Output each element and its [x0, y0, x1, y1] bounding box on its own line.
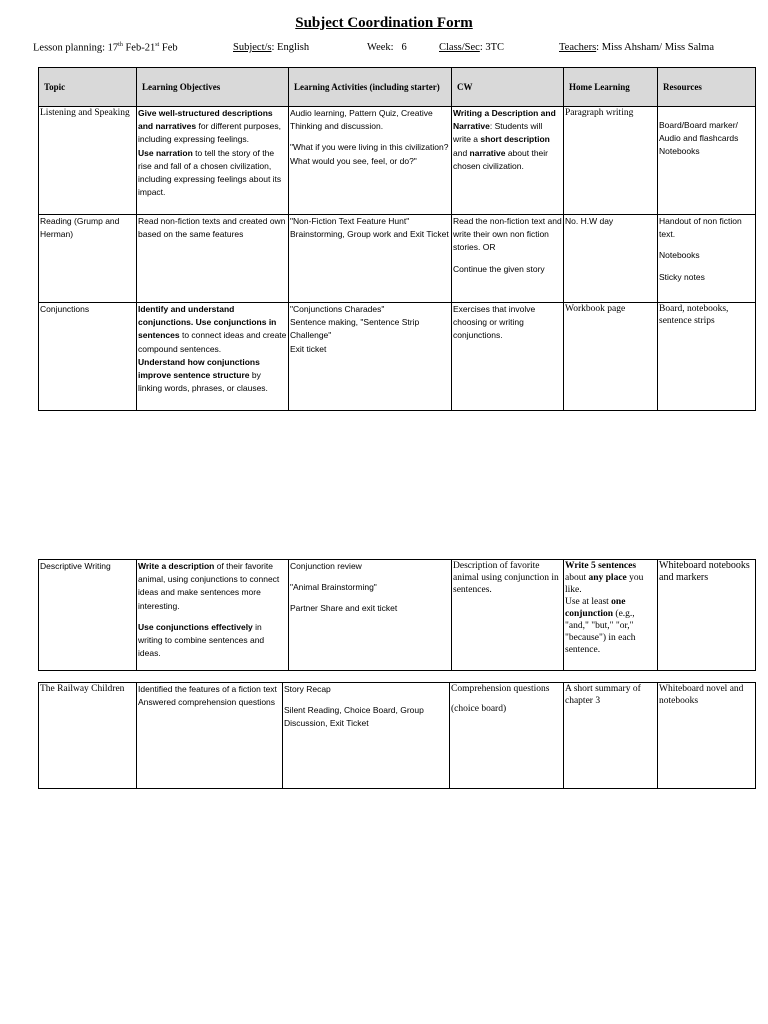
- column-header-home-learning: Home Learning: [564, 68, 658, 107]
- cell-activities: Audio learning, Pattern Quiz, Creative Thinking and discussion. "What if you were living in this civilization? What would you see, feel, or do?": [289, 107, 452, 215]
- cell-resources: Whiteboard notebooks and markers: [658, 560, 756, 671]
- cell-topic: The Railway Children: [39, 683, 137, 789]
- table-header-row: [39, 68, 756, 107]
- cell-topic: Listening and Speaking: [39, 107, 137, 215]
- cell-resources: Board, notebooks, sentence strips: [658, 303, 756, 411]
- cell-activities: "Conjunctions Charades" Sentence making, "Sentence Strip Challenge" Exit ticket: [289, 303, 452, 411]
- week-field: Week: 6: [367, 42, 407, 53]
- table-row: [39, 560, 756, 671]
- table-row: [39, 107, 756, 215]
- cell-home-learning: Workbook page: [564, 303, 658, 411]
- cell-home-learning: Write 5 sentences about any place you like. Use at least one conjunction (e.g., "and," "but," "or," "because") in each sentence.: [564, 560, 658, 671]
- cell-cw: Exercises that involve choosing or writing conjunctions.: [452, 303, 564, 411]
- table-row: [39, 683, 756, 789]
- lesson-planning-dates: Lesson planning: 17th Feb-21st Feb: [33, 42, 178, 54]
- cell-home-learning: Paragraph writing: [564, 107, 658, 215]
- column-header-cw: CW: [452, 68, 564, 107]
- cell-objectives: Identify and understand conjunctions. Use conjunctions in sentences to connect ideas and create compound sentences. Understand how conjunctions improve sentence structure by linking words, phrases, or clauses.: [137, 303, 289, 411]
- coordination-table-3: [38, 682, 756, 789]
- cell-cw: Read the non-fiction text and write their own non fiction stories. OR Continue the given story: [452, 215, 564, 303]
- cell-cw: Writing a Description and Narrative: Students will write a short description and narrative about their chosen civilization.: [452, 107, 564, 215]
- column-header-topic: Topic: [39, 68, 137, 107]
- cell-activities: Conjunction review "Animal Brainstorming" Partner Share and exit ticket: [289, 560, 452, 671]
- teachers-field: Teachers: Miss Ahsham/ Miss Salma: [559, 42, 715, 53]
- coordination-table-1: [38, 67, 756, 411]
- cell-topic: Reading (Grump and Herman): [39, 215, 137, 303]
- table-row: [39, 303, 756, 411]
- column-header-resources: Resources: [658, 68, 756, 107]
- cell-activities: Story Recap Silent Reading, Choice Board, Group Discussion, Exit Ticket: [283, 683, 450, 789]
- cell-topic: Descriptive Writing: [39, 560, 137, 671]
- class-section-field: Class/Sec: 3TC: [439, 42, 505, 53]
- cell-cw: Description of favorite animal using conjunction in sentences.: [452, 560, 564, 671]
- cell-objectives: Read non-fiction texts and created own based on the same features: [137, 215, 289, 303]
- cell-home-learning: No. H.W day: [564, 215, 658, 303]
- cell-resources: Board/Board marker/ Audio and flashcards Notebooks: [658, 107, 756, 215]
- table-row: [39, 215, 756, 303]
- cell-objectives: Write a description of their favorite animal, using conjunctions to connect ideas and make sentences more interesting. Use conjunctions effectively in writing to combine sentences and ideas.: [137, 560, 289, 671]
- cell-objectives: Give well-structured descriptions and narratives for different purposes, including expressing feelings. Use narration to tell the story of the rise and fall of a chosen civilization, including expressing feelings about its impact.: [137, 107, 289, 215]
- coordination-table-2: [38, 559, 756, 671]
- column-header-objectives: Learning Objectives: [137, 68, 289, 107]
- column-header-activities: Learning Activities (including starter): [289, 68, 452, 107]
- cell-topic: Conjunctions: [39, 303, 137, 411]
- page-title: Subject Coordination Form: [295, 15, 473, 31]
- cell-activities: "Non-Fiction Text Feature Hunt" Brainstorming, Group work and Exit Ticket: [289, 215, 452, 303]
- cell-resources: Handout of non fiction text. Notebooks Sticky notes: [658, 215, 756, 303]
- cell-home-learning: A short summary of chapter 3: [564, 683, 658, 789]
- cell-resources: Whiteboard novel and notebooks: [658, 683, 756, 789]
- cell-cw: Comprehension questions (choice board): [450, 683, 564, 789]
- cell-objectives: Identified the features of a fiction text Answered comprehension questions: [137, 683, 283, 789]
- subject-field: Subject/s: English: [233, 42, 310, 53]
